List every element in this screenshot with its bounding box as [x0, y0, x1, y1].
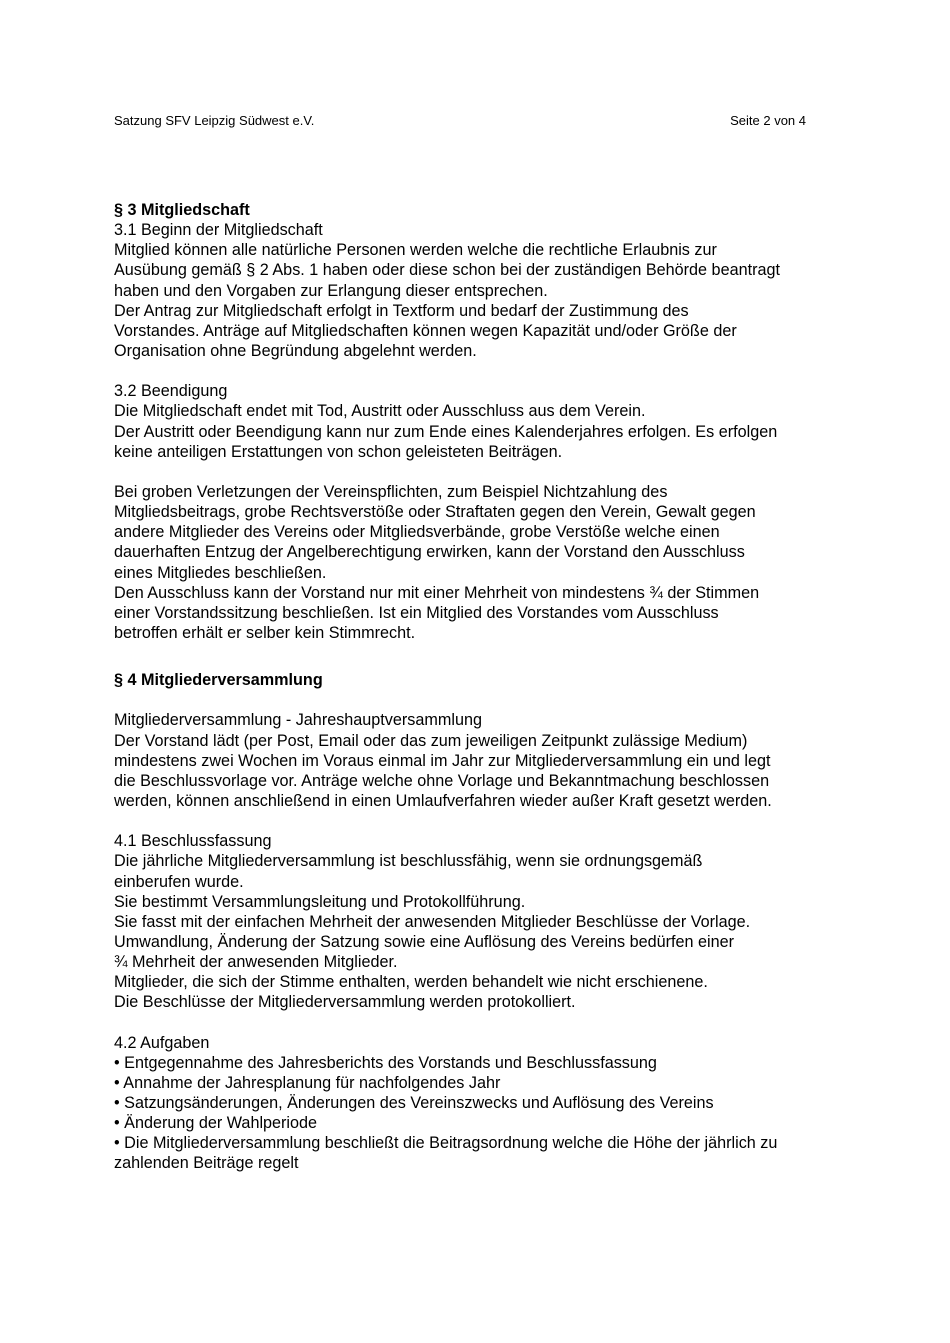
paragraph-line: Ausübung gemäß § 2 Abs. 1 haben oder diese schon bei der zuständigen Behörde beantragt — [114, 261, 780, 280]
paragraph-line: eines Mitgliedes beschließen. — [114, 563, 327, 582]
paragraph-line: Die Beschlüsse der Mitgliederversammlung werden protokolliert. — [114, 993, 576, 1012]
paragraph-line: andere Mitglieder des Vereins oder Mitgliedsverbände, grobe Verstöße welche einen — [114, 523, 720, 542]
paragraph-line: betroffen erhält er selber kein Stimmrecht. — [114, 623, 416, 642]
paragraph-line: Organisation ohne Begründung abgelehnt werden. — [114, 341, 477, 360]
paragraph-line: haben und den Vorgaben zur Erlangung dieser entsprechen. — [114, 281, 548, 300]
paragraph-line: Den Ausschluss kann der Vorstand nur mit einer Mehrheit von mindestens ¾ der Stimmen — [114, 583, 760, 602]
list-item: • Änderung der Wahlperiode — [114, 1114, 318, 1133]
spacer — [114, 690, 844, 710]
spacer — [114, 1012, 844, 1032]
paragraph-line: Sie bestimmt Versammlungsleitung und Protokollführung. — [114, 892, 526, 911]
paragraph-line: Bei groben Verletzungen der Vereinspflichten, zum Beispiel Nichtzahlung des — [114, 482, 668, 501]
paragraph-line: Mitglied können alle natürliche Personen werden welche die rechtliche Erlaubnis zur — [114, 241, 717, 260]
paragraph-line: Der Vorstand lädt (per Post, Email oder das zum jeweiligen Zeitpunkt zulässige Medium) — [114, 731, 748, 750]
paragraph-line: ¾ Mehrheit der anwesenden Mitglieder. — [114, 953, 398, 972]
paragraph-line: Die Mitgliedschaft endet mit Tod, Austritt oder Ausschluss aus dem Verein. — [114, 402, 646, 421]
paragraph-line: keine anteiligen Erstattungen von schon geleisteten Beiträgen. — [114, 442, 563, 461]
subsection-title-4-2: 4.2 Aufgaben — [114, 1033, 210, 1052]
paragraph-line: Umwandlung, Änderung der Satzung sowie eine Auflösung des Vereins bedürfen einer — [114, 932, 735, 951]
list-item: • Die Mitgliederversammlung beschließt die Beitragsordnung welche die Höhe der jährlich zu — [114, 1134, 778, 1153]
list-item-continuation: zahlenden Beiträge regelt — [114, 1154, 299, 1173]
paragraph-line: mindestens zwei Wochen im Voraus einmal im Jahr zur Mitgliederversammlung ein und legt — [114, 751, 771, 770]
section-heading-4: § 4 Mitgliederversammlung — [114, 671, 323, 690]
spacer — [114, 811, 844, 831]
paragraph-line: Vorstandes. Anträge auf Mitgliedschaften können wegen Kapazität und/oder Größe der — [114, 321, 737, 340]
document-title: Satzung SFV Leipzig Südwest e.V. — [114, 113, 315, 128]
section-heading-3: § 3 Mitgliedschaft — [114, 201, 250, 219]
document-body — [114, 200, 844, 1174]
paragraph-line: die Beschlussvorlage vor. Anträge welche ohne Vorlage und Bekanntmachung beschlossen — [114, 771, 770, 790]
paragraph-line: werden, können anschließend in einen Umlaufverfahren wieder außer Kraft gesetzt werden. — [114, 791, 772, 810]
list-item: • Entgegennahme des Jahresberichts des Vorstands und Beschlussfassung — [114, 1053, 657, 1072]
subsection-title-3-2: 3.2 Beendigung — [114, 382, 228, 401]
paragraph-line: Die jährliche Mitgliederversammlung ist beschlussfähig, wenn sie ordnungsgemäß — [114, 852, 703, 871]
paragraph-line: Mitglieder, die sich der Stimme enthalten, werden behandelt wie nicht erschienene. — [114, 973, 708, 992]
paragraph-line: Sie fasst mit der einfachen Mehrheit der anwesenden Mitglieder Beschlüsse der Vorlage. — [114, 912, 751, 931]
spacer — [114, 462, 844, 482]
paragraph-line: dauerhaften Entzug der Angelberechtigung erwirken, kann der Vorstand den Ausschluss — [114, 543, 745, 562]
paragraph-line: Der Austritt oder Beendigung kann nur zum Ende eines Kalenderjahres erfolgen. Es erfolgen — [114, 422, 778, 441]
subsection-title-3-1: 3.1 Beginn der Mitgliedschaft — [114, 221, 323, 240]
paragraph-line: Mitgliedsbeitrags, grobe Rechtsverstöße oder Straftaten gegen den Verein, Gewalt gegen — [114, 503, 756, 522]
spacer — [114, 643, 844, 670]
list-item: • Annahme der Jahresplanung für nachfolgendes Jahr — [114, 1073, 501, 1092]
list-item: • Satzungsänderungen, Änderungen des Vereinszwecks und Auflösung des Vereins — [114, 1094, 714, 1113]
subsection-title-4-intro: Mitgliederversammlung - Jahreshauptversammlung — [114, 711, 482, 730]
paragraph-line: einberufen wurde. — [114, 872, 244, 891]
subsection-title-4-1: 4.1 Beschlussfassung — [114, 832, 272, 851]
page-number: Seite 2 von 4 — [730, 113, 806, 128]
paragraph-line: Der Antrag zur Mitgliedschaft erfolgt in Textform und bedarf der Zustimmung des — [114, 301, 689, 320]
spacer — [114, 361, 844, 381]
paragraph-line: einer Vorstandssitzung beschließen. Ist ein Mitglied des Vorstandes vom Ausschluss — [114, 603, 719, 622]
